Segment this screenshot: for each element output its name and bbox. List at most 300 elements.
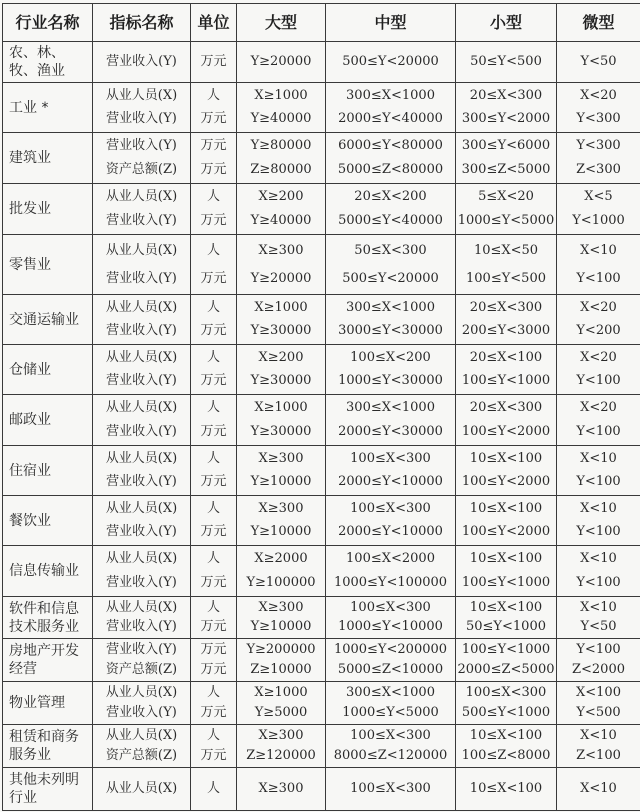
indicator-name-value: 营业收入(Y)	[106, 270, 177, 286]
micro-threshold-value: X<10	[580, 451, 617, 466]
small-threshold-value: 100≤Y<2000	[461, 524, 551, 539]
medium-threshold-value: 2000≤Y<40000	[338, 111, 443, 126]
unit	[191, 639, 237, 682]
small-threshold-value: 100≤Y<1000	[461, 574, 551, 590]
micro-threshold-value: X<20	[580, 400, 617, 416]
unit-value: 人	[206, 189, 220, 205]
small-threshold-value: 20≤X<300	[469, 88, 543, 103]
indicator-name-value: 从业人员(X)	[105, 88, 178, 103]
small-threshold-value: 10≤X<100	[469, 451, 543, 466]
large-threshold	[237, 83, 326, 133]
micro-threshold	[557, 184, 640, 235]
micro-threshold-value: Y<100	[576, 642, 621, 658]
small-threshold-value: 2000≤Z<5000	[457, 661, 555, 677]
small-threshold-value: 10≤X<100	[469, 551, 543, 567]
small-threshold	[456, 446, 557, 496]
large-threshold-value: Z≥120000	[246, 747, 316, 763]
small-threshold-value: 300≤Y<6000	[461, 138, 551, 154]
large-threshold-value: X≥1000	[254, 685, 308, 701]
large-threshold-value: Y≥200000	[246, 642, 316, 658]
large-threshold	[237, 768, 326, 811]
micro-threshold-value: Y<200	[576, 323, 621, 338]
unit	[191, 682, 237, 725]
small-threshold	[456, 184, 557, 235]
micro-threshold-value: Z<2000	[571, 661, 625, 677]
small-threshold	[456, 725, 557, 768]
unit	[191, 546, 237, 597]
unit-value: 人	[206, 781, 220, 796]
unit-value: 人	[206, 451, 220, 466]
medium-threshold-value: 500≤Y<20000	[342, 270, 439, 286]
indicator-name-value: 营业收入(Y)	[106, 423, 177, 439]
unit-value: 人	[206, 242, 220, 258]
medium-threshold-value: 6000≤Y<80000	[338, 138, 443, 154]
indicator-name-value: 从业人员(X)	[105, 551, 178, 567]
micro-threshold-value: Y<300	[576, 138, 621, 154]
indicator-name-value: 营业收入(Y)	[106, 642, 177, 658]
large-threshold-value: X≥1000	[254, 88, 308, 103]
small-threshold	[456, 682, 557, 725]
unit-value: 人	[206, 728, 220, 744]
medium-threshold-value: 1000≤Y<100000	[333, 574, 448, 590]
large-threshold-value: Y≥30000	[250, 423, 312, 439]
industry-name: 零售业	[3, 235, 93, 295]
large-threshold	[237, 184, 326, 235]
medium-threshold-value: 300≤X<1000	[346, 88, 435, 103]
micro-threshold-value: X<10	[580, 781, 617, 796]
indicator-name-value: 营业收入(Y)	[106, 574, 177, 590]
micro-threshold	[557, 597, 640, 639]
large-threshold	[237, 235, 326, 295]
micro-threshold-value: X<10	[580, 242, 617, 258]
unit-value: 人	[206, 88, 220, 103]
unit	[191, 395, 237, 446]
small-threshold	[456, 345, 557, 395]
industry-name: 物业管理	[3, 682, 93, 725]
large-threshold-value: Y≥30000	[250, 373, 312, 388]
unit	[191, 496, 237, 546]
unit-value: 人	[206, 300, 220, 315]
indicator-name-value: 从业人员(X)	[105, 350, 178, 365]
large-threshold-value: X≥200	[258, 189, 304, 205]
indicator-name-value: 资产总额(Z)	[105, 161, 178, 177]
unit	[191, 295, 237, 345]
unit	[191, 83, 237, 133]
table-row	[3, 682, 640, 725]
table-row	[3, 446, 640, 496]
small-threshold-value: 300≤Z<5000	[461, 161, 551, 177]
small-threshold-value: 10≤X<100	[469, 781, 543, 796]
table-row	[3, 83, 640, 133]
micro-threshold	[557, 395, 640, 446]
micro-threshold	[557, 133, 640, 184]
unit-value: 万元	[200, 661, 227, 677]
small-threshold-value: 300≤Y<2000	[461, 111, 551, 126]
medium-threshold-value: 5000≤Y<40000	[338, 212, 443, 228]
medium-threshold	[326, 639, 456, 682]
industry-name: 软件和信息技术服务业	[3, 597, 93, 639]
unit-value: 人	[206, 501, 220, 516]
medium-threshold	[326, 42, 456, 83]
industry-name: 房地产开发经营	[3, 639, 93, 682]
large-threshold-value: X≥2000	[254, 551, 308, 567]
unit-value: 万元	[200, 373, 227, 388]
industry-name: 交通运输业	[3, 295, 93, 345]
medium-threshold	[326, 395, 456, 446]
industry-name: 建筑业	[3, 133, 93, 184]
micro-threshold	[557, 546, 640, 597]
indicator-name	[93, 768, 191, 811]
medium-threshold-value: 1000≤Y<10000	[338, 619, 443, 634]
large-threshold-value: X≥300	[258, 501, 304, 516]
medium-threshold-value: 100≤X<300	[350, 451, 431, 466]
indicator-name-value: 从业人员(X)	[105, 685, 178, 701]
header-small: 小型	[456, 4, 557, 42]
small-threshold-value: 10≤X<50	[473, 242, 539, 258]
small-threshold	[456, 395, 557, 446]
unit-value: 万元	[200, 54, 227, 69]
indicator-name	[93, 184, 191, 235]
medium-threshold	[326, 133, 456, 184]
indicator-name-value: 营业收入(Y)	[106, 373, 177, 388]
medium-threshold-value: 20≤X<200	[354, 189, 427, 205]
large-threshold-value: Y≥40000	[250, 111, 312, 126]
indicator-name-value: 资产总额(Z)	[105, 661, 178, 677]
large-threshold-value: Y≥10000	[250, 524, 312, 539]
micro-threshold-value: Y<300	[576, 111, 621, 126]
medium-threshold	[326, 768, 456, 811]
unit	[191, 446, 237, 496]
large-threshold-value: Y≥10000	[250, 619, 312, 634]
micro-threshold-value: X<20	[580, 88, 617, 103]
indicator-name-value: 营业收入(Y)	[106, 111, 177, 126]
micro-threshold-value: X<20	[580, 350, 617, 365]
unit-value: 万元	[200, 474, 227, 489]
table-row	[3, 345, 640, 395]
micro-threshold-value: Y<100	[576, 474, 621, 489]
large-threshold-value: X≥1000	[254, 300, 308, 315]
medium-threshold	[326, 725, 456, 768]
large-threshold-value: X≥300	[258, 728, 304, 744]
indicator-name-value: 从业人员(X)	[105, 501, 178, 516]
small-threshold-value: 20≤X<100	[469, 350, 543, 365]
micro-threshold	[557, 639, 640, 682]
unit-value: 万元	[200, 642, 227, 658]
unit-value: 万元	[200, 138, 227, 154]
large-threshold-value: Y≥20000	[250, 54, 312, 69]
micro-threshold-value: Y<50	[580, 619, 617, 634]
indicator-name	[93, 345, 191, 395]
indicator-name-value: 从业人员(X)	[105, 300, 178, 315]
medium-threshold	[326, 597, 456, 639]
small-threshold-value: 100≤Y<1000	[461, 642, 551, 658]
unit-value: 万元	[200, 111, 227, 126]
large-threshold-value: Y≥40000	[250, 212, 312, 228]
micro-threshold-value: Z<300	[576, 161, 621, 177]
micro-threshold	[557, 345, 640, 395]
small-threshold-value: 100≤Y<2000	[461, 474, 551, 489]
indicator-name	[93, 133, 191, 184]
medium-threshold-value: 2000≤Y<30000	[338, 423, 443, 439]
industry-name: 餐饮业	[3, 496, 93, 546]
industry-name: 租赁和商务服务业	[3, 725, 93, 768]
large-threshold-value: Y≥100000	[246, 574, 316, 590]
small-threshold	[456, 768, 557, 811]
indicator-name-value: 营业收入(Y)	[106, 138, 177, 154]
indicator-name-value: 营业收入(Y)	[106, 474, 177, 489]
large-threshold-value: Y≥5000	[254, 704, 308, 720]
micro-threshold-value: X<10	[580, 501, 617, 516]
indicator-name	[93, 546, 191, 597]
large-threshold-value: Z≥80000	[250, 161, 312, 177]
small-threshold-value: 10≤X<100	[469, 501, 543, 516]
medium-threshold-value: 1000≤Y<200000	[333, 642, 448, 658]
large-threshold-value: Z≥10000	[250, 661, 312, 677]
medium-threshold-value: 300≤X<1000	[346, 685, 435, 701]
medium-threshold-value: 300≤X<1000	[346, 400, 435, 416]
medium-threshold	[326, 345, 456, 395]
micro-threshold-value: X<5	[584, 189, 613, 205]
small-threshold	[456, 295, 557, 345]
large-threshold	[237, 133, 326, 184]
unit	[191, 184, 237, 235]
unit	[191, 768, 237, 811]
micro-threshold	[557, 496, 640, 546]
industry-name: 邮政业	[3, 395, 93, 446]
large-threshold	[237, 295, 326, 345]
small-threshold-value: 20≤X<300	[469, 400, 543, 416]
micro-threshold	[557, 42, 640, 83]
medium-threshold-value: 100≤X<300	[350, 600, 431, 615]
header-indicator: 指标名称	[93, 4, 191, 42]
large-threshold	[237, 496, 326, 546]
unit-value: 人	[206, 685, 220, 701]
table-row	[3, 639, 640, 682]
micro-threshold-value: Y<50	[580, 54, 617, 69]
industry-name: 仓储业	[3, 345, 93, 395]
small-threshold-value: 500≤Y<1000	[461, 704, 551, 720]
micro-threshold-value: Y<100	[576, 574, 621, 590]
micro-threshold-value: Y<100	[576, 423, 621, 439]
micro-threshold	[557, 235, 640, 295]
large-threshold-value: Y≥10000	[250, 474, 312, 489]
large-threshold	[237, 446, 326, 496]
indicator-name	[93, 395, 191, 446]
indicator-name	[93, 682, 191, 725]
indicator-name	[93, 639, 191, 682]
small-threshold	[456, 42, 557, 83]
small-threshold	[456, 546, 557, 597]
table-row	[3, 42, 640, 83]
unit-value: 万元	[200, 619, 227, 634]
unit-value: 万元	[200, 270, 227, 286]
large-threshold-value: X≥300	[258, 600, 304, 615]
enterprise-size-classification-table	[2, 3, 640, 811]
header-micro: 微型	[557, 4, 640, 42]
large-threshold	[237, 345, 326, 395]
indicator-name-value: 资产总额(Z)	[105, 747, 178, 763]
micro-threshold-value: X<20	[580, 300, 617, 315]
header-medium: 中型	[326, 4, 456, 42]
large-threshold	[237, 682, 326, 725]
indicator-name	[93, 446, 191, 496]
indicator-name-value: 营业收入(Y)	[106, 704, 177, 720]
large-threshold-value: X≥300	[258, 781, 304, 796]
small-threshold	[456, 597, 557, 639]
unit-value: 万元	[200, 161, 227, 177]
unit-value: 万元	[200, 704, 227, 720]
table-row	[3, 295, 640, 345]
unit	[191, 597, 237, 639]
micro-threshold	[557, 446, 640, 496]
medium-threshold-value: 500≤Y<20000	[342, 54, 439, 69]
small-threshold	[456, 235, 557, 295]
large-threshold-value: X≥300	[258, 242, 304, 258]
large-threshold	[237, 597, 326, 639]
medium-threshold	[326, 83, 456, 133]
industry-name: 住宿业	[3, 446, 93, 496]
indicator-name-value: 从业人员(X)	[105, 242, 178, 258]
large-threshold	[237, 42, 326, 83]
small-threshold-value: 100≤X<300	[465, 685, 547, 701]
header-large: 大型	[237, 4, 326, 42]
medium-threshold-value: 2000≤Y<10000	[338, 524, 443, 539]
micro-threshold-value: Z<100	[576, 747, 621, 763]
indicator-name-value: 从业人员(X)	[105, 189, 178, 205]
medium-threshold	[326, 184, 456, 235]
micro-threshold-value: X<10	[580, 551, 617, 567]
medium-threshold-value: 100≤X<300	[350, 501, 431, 516]
industry-name: 其他未列明行业	[3, 768, 93, 811]
medium-threshold	[326, 496, 456, 546]
table-row	[3, 768, 640, 811]
medium-threshold-value: 5000≤Z<10000	[337, 661, 444, 677]
indicator-name-value: 从业人员(X)	[105, 600, 178, 615]
medium-threshold-value: 1000≤Y<5000	[342, 704, 439, 720]
unit-value: 人	[206, 400, 220, 416]
unit-value: 人	[206, 551, 220, 567]
large-threshold	[237, 546, 326, 597]
medium-threshold-value: 8000≤Z<120000	[333, 747, 448, 763]
small-threshold	[456, 496, 557, 546]
unit	[191, 725, 237, 768]
large-threshold	[237, 395, 326, 446]
medium-threshold	[326, 235, 456, 295]
medium-threshold-value: 100≤X<200	[350, 350, 431, 365]
header-industry: 行业名称	[3, 4, 93, 42]
large-threshold-value: X≥300	[258, 451, 304, 466]
industry-name: 信息传输业	[3, 546, 93, 597]
small-threshold-value: 100≤Z<8000	[461, 747, 551, 763]
table-row	[3, 395, 640, 446]
small-threshold	[456, 83, 557, 133]
indicator-name-value: 从业人员(X)	[105, 451, 178, 466]
small-threshold-value: 200≤Y<3000	[461, 323, 551, 338]
large-threshold-value: Y≥80000	[250, 138, 312, 154]
industry-name: 批发业	[3, 184, 93, 235]
micro-threshold-value: Y<100	[576, 524, 621, 539]
micro-threshold-value: X<100	[576, 685, 621, 701]
medium-threshold-value: 1000≤Y<30000	[338, 373, 443, 388]
large-threshold-value: Y≥20000	[250, 270, 312, 286]
indicator-name-value: 营业收入(Y)	[106, 323, 177, 338]
large-threshold-value: Y≥30000	[250, 323, 312, 338]
unit-value: 人	[206, 600, 220, 615]
micro-threshold-value: Y<500	[576, 704, 621, 720]
medium-threshold	[326, 295, 456, 345]
table-row	[3, 496, 640, 546]
indicator-name	[93, 725, 191, 768]
indicator-name	[93, 295, 191, 345]
indicator-name-value: 从业人员(X)	[105, 728, 178, 744]
medium-threshold-value: 100≤X<300	[350, 728, 431, 744]
indicator-name-value: 营业收入(Y)	[106, 212, 177, 228]
small-threshold-value: 1000≤Y<5000	[457, 212, 555, 228]
micro-threshold-value: X<10	[580, 728, 617, 744]
medium-threshold-value: 50≤X<300	[354, 242, 427, 258]
medium-threshold	[326, 446, 456, 496]
medium-threshold	[326, 546, 456, 597]
medium-threshold-value: 100≤X<2000	[346, 551, 435, 567]
medium-threshold-value: 2000≤Y<10000	[338, 474, 443, 489]
small-threshold-value: 10≤X<100	[469, 600, 543, 615]
unit	[191, 133, 237, 184]
medium-threshold-value: 300≤X<1000	[346, 300, 435, 315]
small-threshold	[456, 133, 557, 184]
indicator-name	[93, 496, 191, 546]
micro-threshold	[557, 295, 640, 345]
small-threshold-value: 5≤X<20	[478, 189, 534, 205]
unit-value: 人	[206, 350, 220, 365]
small-threshold-value: 100≤Y<1000	[461, 373, 551, 388]
table-row	[3, 725, 640, 768]
medium-threshold-value: 5000≤Z<80000	[337, 161, 444, 177]
indicator-name	[93, 42, 191, 83]
table-row	[3, 546, 640, 597]
micro-threshold-value: Y<1000	[572, 212, 625, 228]
large-threshold-value: X≥1000	[254, 400, 308, 416]
micro-threshold	[557, 725, 640, 768]
small-threshold-value: 20≤X<300	[469, 300, 543, 315]
micro-threshold-value: X<10	[580, 600, 617, 615]
medium-threshold-value: 100≤X<300	[350, 781, 431, 796]
industry-name: 工业 *	[3, 83, 93, 133]
unit	[191, 235, 237, 295]
medium-threshold	[326, 682, 456, 725]
small-threshold-value: 100≤Y<2000	[461, 423, 551, 439]
table-row	[3, 184, 640, 235]
medium-threshold-value: 3000≤Y<30000	[338, 323, 443, 338]
unit-value: 万元	[200, 574, 227, 590]
small-threshold-value: 50≤Y<500	[470, 54, 542, 69]
micro-threshold	[557, 83, 640, 133]
small-threshold-value: 10≤X<100	[469, 728, 543, 744]
micro-threshold-value: Y<100	[576, 270, 621, 286]
indicator-name	[93, 235, 191, 295]
small-threshold-value: 100≤Y<500	[466, 270, 546, 286]
micro-threshold	[557, 682, 640, 725]
industry-name: 农、林、牧、渔业	[3, 42, 93, 83]
table-row	[3, 133, 640, 184]
small-threshold	[456, 639, 557, 682]
large-threshold	[237, 639, 326, 682]
large-threshold-value: X≥200	[258, 350, 304, 365]
unit	[191, 345, 237, 395]
header-row	[3, 4, 640, 42]
micro-threshold	[557, 768, 640, 811]
unit-value: 万元	[200, 423, 227, 439]
unit-value: 万元	[200, 323, 227, 338]
